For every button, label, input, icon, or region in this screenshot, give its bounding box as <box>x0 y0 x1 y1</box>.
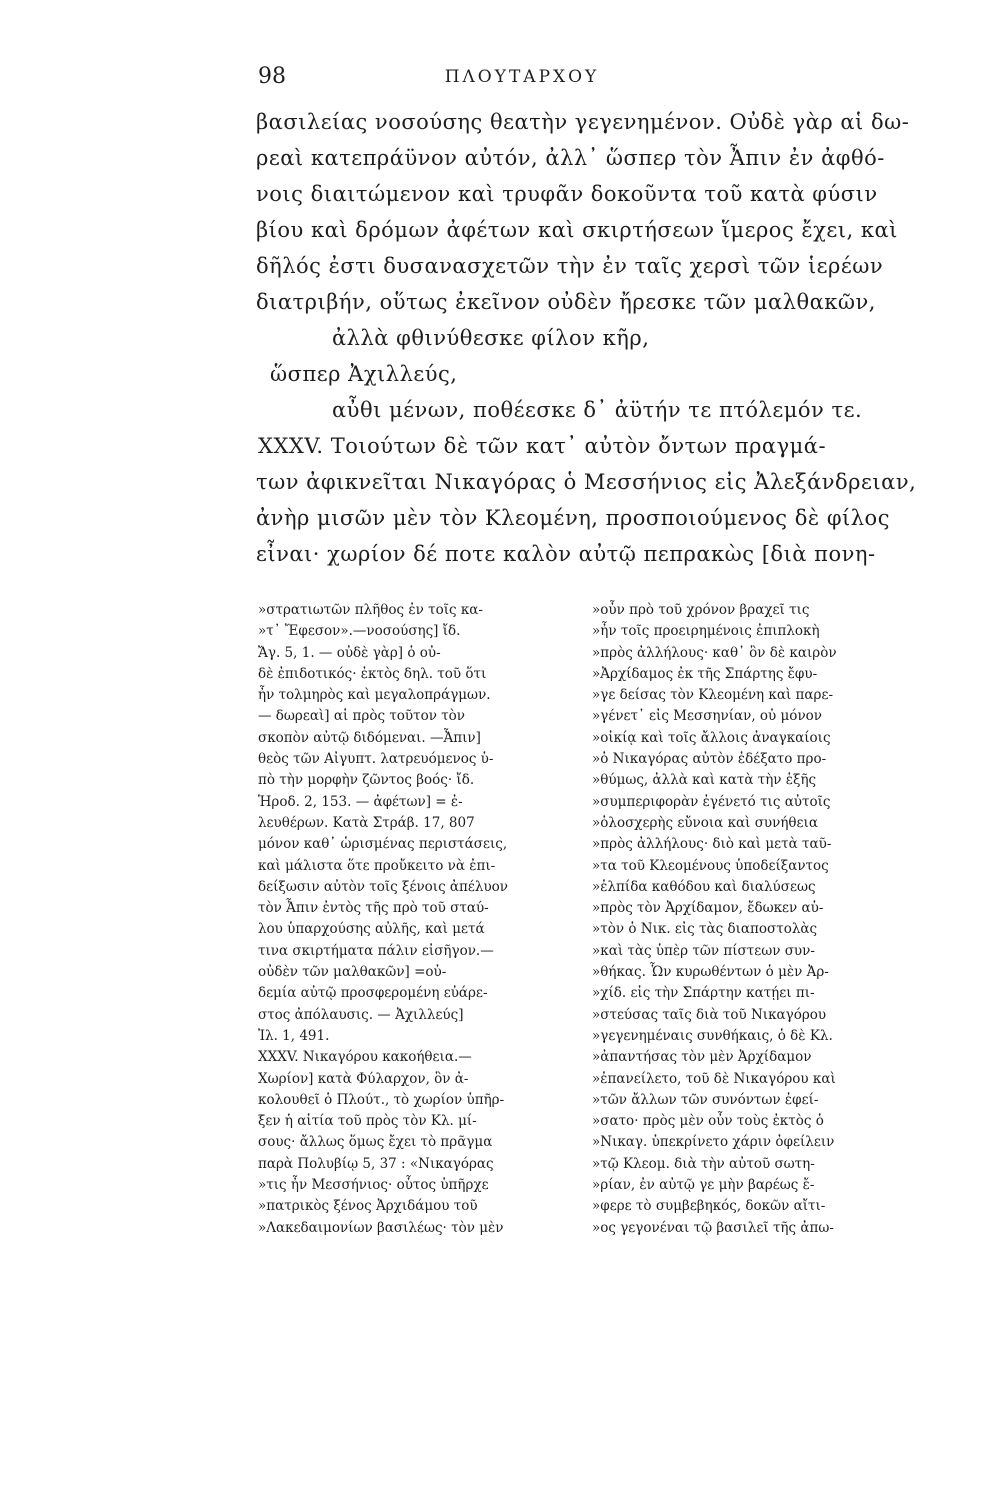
footnote-line: »γε δείσας τὸν Κλεομένη καὶ παρε- <box>592 687 834 704</box>
footnote-line: »τῶν ἄλλων τῶν συνόντων ἐφεί- <box>592 1091 819 1108</box>
footnote-line: τινα σκιρτήματα πάλιν εἰσῆγον.— <box>258 942 494 959</box>
footnote-line: Ἄγ. 5, 1. — οὐδὲ γὰρ] ὁ οὐ- <box>258 644 441 661</box>
footnote-line: »στρατιωτῶν πλῆθος ἐν τοῖς κα- <box>258 602 483 618</box>
footnote-line: »θύμως, ἀλλὰ καὶ κατὰ τὴν ἑξῆς <box>592 772 817 789</box>
footnote-line: »τα τοῦ Κλεομένους ὑποδείξαντος <box>592 857 829 874</box>
footnote-line: λευθέρων. Κατὰ Στράβ. 17, 807 <box>258 814 475 831</box>
footnote-line: »πρὸς ἀλλήλους· καθ᾿ ὃν δὲ καιρὸν <box>592 644 837 661</box>
text-line: διατριβήν, οὕτως ἐκεῖνον οὐδὲν ἤρεσκε τῶν μαλθακῶν, <box>256 290 876 314</box>
footnote-line: »θήκας. Ὧν κυρωθέντων ὁ μὲν Ἀρ- <box>592 964 829 981</box>
footnote-line: »καὶ τὰς ὑπὲρ τῶν πίστεων συν- <box>592 942 815 959</box>
text-line: βασιλείας νοσούσης θεατὴν γεγενημένον. Οὐδὲ γὰρ αἱ δω- <box>256 110 910 134</box>
text-line: βίου καὶ δρόμων ἀφέτων καὶ σκιρτήσεων ἵμερος ἔχει, καὶ <box>256 218 898 242</box>
footnote-line: τὸν Ἆπιν ἐντὸς τῆς πρὸ τοῦ σταύ- <box>258 900 489 917</box>
footnotes-right-column <box>592 600 932 1239</box>
main-text <box>256 104 956 572</box>
footnote-line: »ὁ Νικαγόρας αὐτὸν ἐδέξατο προ- <box>592 751 827 768</box>
footnote-line: ξεν ἡ αἰτία τοῦ πρὸς τὸν Κλ. μί- <box>258 1113 477 1130</box>
footnote-line: »Λακεδαιμονίων βασιλέως· τὸν μὲν <box>258 1219 504 1236</box>
footnote-line: »πρὸς τὸν Ἀρχίδαμον, ἔδωκεν αὑ- <box>592 900 824 917</box>
footnote-line: »ὁλοσχερὴς εὔνοια καὶ συνήθεια <box>592 814 818 831</box>
footnote-line: »οὖν πρὸ τοῦ χρόνον βραχεῖ τις <box>592 602 810 618</box>
footnote-line: »γένετ᾿ εἰς Μεσσηνίαν, οὐ μόνον <box>592 708 822 725</box>
text-line: ρεαὶ κατεπράϋνον αὐτόν, ἀλλ᾿ ὥσπερ τὸν Ἆπιν ἐν ἀφθό- <box>256 146 885 170</box>
footnote-line: »γεγενημέναις συνθήκαις, ὁ δὲ Κλ. <box>592 1027 833 1044</box>
footnote-line: »τις ἦν Μεσσήνιος· οὗτος ὑπῆρχε <box>258 1177 489 1194</box>
text-line: εἶναι· χωρίον δέ ποτε καλὸν αὐτῷ πεπρακὼς [διὰ πονη- <box>256 542 876 566</box>
footnote-line: »συμπεριφορὰν ἐγένετό τις αὐτοῖς <box>592 793 831 810</box>
footnote-line: »στεύσας ταῖς διὰ τοῦ Νικαγόρου <box>592 1006 827 1023</box>
footnote-line: »τὸν ὁ Νικ. εἰς τὰς διαποστολὰς <box>592 921 818 938</box>
footnote-line: σους· ἄλλως ὅμως ἔχει τὸ πρᾶγμα <box>258 1134 493 1151</box>
footnote-line: σκοπὸν αὐτῷ διδόμεναι. —Ἆπιν] <box>258 729 481 746</box>
footnote-line: »ἀπαντήσας τὸν μὲν Ἀρχίδαμον <box>592 1049 812 1066</box>
footnote-line: »ἐπανείλετο, τοῦ δὲ Νικαγόρου καὶ <box>592 1070 836 1087</box>
footnote-line: Ἰλ. 1, 491. <box>258 1027 330 1044</box>
verse-line: ἀλλὰ φθινύθεσκε φίλον κῆρ, <box>332 326 650 350</box>
footnote-line: παρὰ Πολυβίῳ 5, 37 : «Νικαγόρας <box>258 1155 494 1172</box>
footnote-line: κολουθεῖ ὁ Πλούτ., τὸ χωρίον ὑπῆρ- <box>258 1091 505 1108</box>
footnote-line: μόνον καθ᾿ ὡρισμένας περιστάσεις, <box>258 836 508 853</box>
text-line: νοις διαιτώμενον καὶ τρυφᾶν δοκοῦντα τοῦ κατὰ φύσιν <box>256 182 878 206</box>
text-line: ὥσπερ Ἀχιλλεύς, <box>270 362 458 386</box>
footnote-line: οὐδὲν τῶν μαλθακῶν] =οὐ- <box>258 964 447 981</box>
footnote-line: »ἦν τοῖς προειρημένοις ἐπιπλοκὴ <box>592 623 820 640</box>
text-line: των ἀφικνεῖται Νικαγόρας ὁ Μεσσήνιος εἰς Ἀλεξάνδρειαν, <box>256 470 917 494</box>
footnote-line: στος ἀπόλαυσις. — Ἀχιλλεύς] <box>258 1006 464 1023</box>
footnote-line: »ἐλπίδα καθόδου καὶ διαλύσεως <box>592 878 816 895</box>
footnote-line: πὸ τὴν μορφὴν ζῶντος βοός· ἴδ. <box>258 772 475 789</box>
footnote-line: »πατρικὸς ξένος Ἀρχιδάμου τοῦ <box>258 1198 478 1215</box>
footnote-line: »φερε τὸ συμβεβηκός, δοκῶν αἴτι- <box>592 1198 826 1215</box>
footnote-line: ἦν τολμηρὸς καὶ μεγαλοπράγμων. <box>258 687 491 704</box>
section-heading-line: XXXV. Τοιούτων δὲ τῶν κατ᾿ αὐτὸν ὄντων πραγμά- <box>258 434 827 458</box>
text-line: δῆλός ἐστι δυσανασχετῶν τὴν ἐν ταῖς χερσὶ τῶν ἱερέων <box>256 254 884 278</box>
footnote-line: »οἰκίᾳ καὶ τοῖς ἄλλοις ἀναγκαίοις <box>592 729 831 746</box>
footnote-line: »σατο· πρὸς μὲν οὖν τοὺς ἐκτὸς ὁ <box>592 1113 824 1130</box>
footnote-line: λου ὑπαρχούσης αὐλῆς, καὶ μετά <box>258 921 485 938</box>
footnote-line: »τῷ Κλεομ. διὰ τὴν αὐτοῦ σωτη- <box>592 1155 815 1172</box>
footnote-line: Ἡροδ. 2, 153. — ἀφέτων] = ἐ- <box>258 793 463 810</box>
footnote-line: δεμία αὐτῷ προσφερομένη εὐάρε- <box>258 985 488 1002</box>
footnote-line: δὲ ἐπιδοτικός· ἐκτὸς δηλ. τοῦ ὅτι <box>258 665 487 682</box>
footnote-line: »ρίαν, ἐν αὐτῷ γε μὴν βαρέως ἔ- <box>592 1177 815 1194</box>
footnote-line: Χωρίον] κατὰ Φύλαρχον, ὃν ἀ- <box>258 1070 469 1087</box>
footnotes-left-column <box>258 600 574 1239</box>
footnote-line: καὶ μάλιστα ὅτε προὔκειτο νὰ ἐπι- <box>258 857 496 874</box>
verse-line: αὖθι μένων, ποθέεσκε δ᾿ ἀϋτήν τε πτόλεμόν τε. <box>332 398 863 422</box>
footnote-line: »τ᾿ Ἔφεσον».—νοσούσης] ἴδ. <box>258 623 461 640</box>
footnote-line: »χίδ. εἰς τὴν Σπάρτην κατῄει πι- <box>592 985 815 1002</box>
running-title: ΠΛΟΥΤΑΡΧΟΥ <box>444 67 600 87</box>
footnote-line: »Νικαγ. ὑπεκρίνετο χάριν ὀφείλειν <box>592 1134 835 1151</box>
page-number: 98 <box>258 64 286 89</box>
footnote-line: θεὸς τῶν Αἰγυπτ. λατρευόμενος ὑ- <box>258 751 494 768</box>
text-line: ἀνὴρ μισῶν μὲν τὸν Κλεομένη, προσποιούμενος δὲ φίλος <box>256 506 890 530</box>
footnote-line: — δωρεαὶ] αἱ πρὸς τοῦτον τὸν <box>258 708 466 725</box>
footnote-line: »ος γεγονέναι τῷ βασιλεῖ τῆς ἀπω- <box>592 1219 834 1236</box>
footnote-line: δείξωσιν αὐτὸν τοῖς ξένοις ἀπέλυον <box>258 878 509 895</box>
footnote-line: »πρὸς ἀλλήλους· διὸ καὶ μετὰ ταῦ- <box>592 836 832 853</box>
footnote-line: XXXV. Νικαγόρου κακοήθεια.— <box>258 1049 472 1066</box>
footnote-line: »Ἀρχίδαμος ἐκ τῆς Σπάρτης ἔφυ- <box>592 665 818 682</box>
